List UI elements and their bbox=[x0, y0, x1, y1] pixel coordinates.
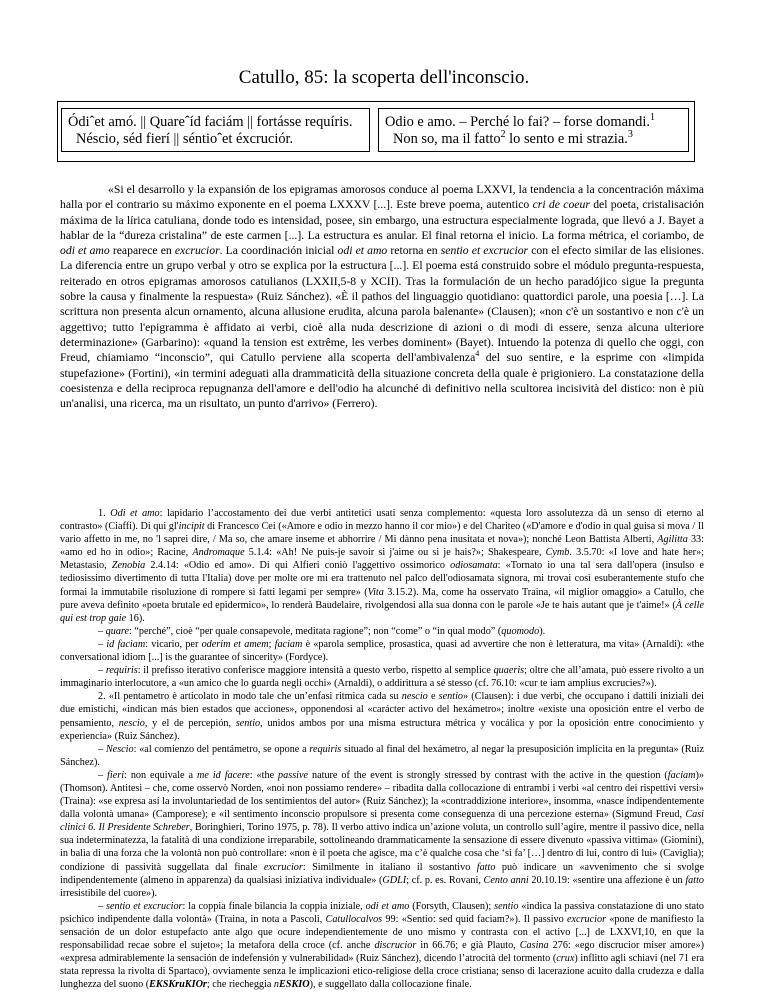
note-2: 2. «Il pentametro è articolato in modo tale che un’enfasi ritmica cada su nescio e sentio» (Clausen): i due verbi, che occupano i dattili iniziali dei due emistichi, «indican más bien estados que acciones», opponendosi al «carácter activo del hexámetro»; inoltre «existe una oposición entre el verbo de pensamiento, nescio, y el de percepión, sentio, unidos ambos por una misma estructura métrica y vocálica y por la oposición entre conocimiento y experiencia» (Ruiz Sánchez). bbox=[60, 691, 704, 742]
note-id-faciam: – id faciam: vicario, per oderim et amem; faciam è «parola semplice, prosastica, quasi ad avvertire che non è letteratura, ma vita» (Arnaldi): «the conversational idiom [...] is the guarantee of sincerity» (Fordyce). bbox=[60, 638, 705, 664]
commentary-paragraph: «Si el desarrollo y la expansión de los epigramas amorosos conduce al poema LXXVI, la tendencia a la concentración máxima halla por el contrario su máximo exponente en el poema LXXXV [...]. Este breve poema, autentico cri de coeur del poeta, cristalisación máxima de la lírica catuliana, donde todo es intensidad, posee, sin embargo, una estructura especialmente lograda, que llevó a J. Bayet a hablar de la “dureza cristalina” de este carmen [...]. La estructura es anular. El final retorna el inicio. La forma métrica, el coriambo, de odi et amo reaparece en excrucior. La coordinación inicial odi et amo retorna en sentio et excrucior con el efecto similar de las elisiones. La diferencia entre un grupo verbal y otro se explica por la estructura [...]. El poema está construido sobre el módulo pregunta-respuesta, reiterado en otros epigramas amorosos catulianos (LXXII,5-8 y XCII). Tras la formulación de un hecho paradójico sigue la pregunta sobre la causa y finalmente la respuesta» (Ruiz Sánchez). «È il pathos del linguaggio quotidiano: quattordici parole, una poesia […]. La scrittura non presenta alcun ornamento, alcuna allusione erudita, alcuna parola balenante» (Clausen); «non c'è un sostantivo e non c'è un aggettivo; tutto l'epigramma è affidato ai verbi, cioè alla nuda descrizione di azioni o di modi di essere, senza alcuna ulteriore determinazione» (Garbarino): «quand la tension est extrême, les verbes dominent» (Bayet). Intuendo la potenza di quello che oggi, con Freud, chiamiamo “inconscio”, qui Catullo perviene alla scoperta dell'ambivalenza$^4$ del suo sentire, e la esprime con «limpida stupefazione» (Fortini), «in termini adeguati alla drammaticità della situazione concreta della quale è prigioniero. La constatazione della coesistenza e della reciproca repugnanza dell'amore e dell'odio ha alcunché di definitivo nella scultorea incisività del distico: non è più un'analisi, una ricerca, ma un risultato, un punto d'arrivo» (Ferrero). bbox=[60, 183, 705, 411]
latin-text-cell bbox=[61, 108, 370, 152]
footnote-ref-2: 2 bbox=[500, 129, 506, 141]
note-1: 1. Odi et amo: lapidario l’accostamento dei due verbi antitetici usati senza complemento: «questa loro assolutezza dà un senso di eterno al contrasto» (Ciaffi). Di qui gl'incipit di Francesco Cei («Amore e odio in mezzo hanno il cor mio») e del Chariteo («D'amore e d'odio in qual guisa si mova / Il vario affetto in me, no 'l saprei dire, / Ma so, che amare inseme et abhorrire / Mi dànno pena inusitata et nova»); nonché Leon Battista Alberti, Agilitta 33: «amo ed ho in odio»; Racine, Andromaque 5.1.4: «Ah! Ne puis-je savoir si j'aime ou si je hais?»; Shakespeare, Cymb. 3.5.70: «I love and hate her»; Metastasio, Zenobia 2.4.14: «Odio ed amo». Di qui Alfieri coniò l'aggettivo ossimorico odiosamata: «Tornato io una tal sera dall'opera (insulso e tediosissimo divertimento di tutta l'Italia) dove per molte ore mi era trattenuto nel palco dell'odiosamata signora, mi trovai così esuberantemente stufo che formai la immutabile risoluzione di rompere sì fatti legami per sempre» (Vita 3.15.2). Ma, come ha osservato Traina, «il miglior omaggio» a Catullo, che pure aveva definito «poeta brutale ed epidermico», lo renderà Baudelaire, rivolgendosi alla sua donna con le parole «Je te hais autant que je t'aime!» (À celle qui est trop gaie 16). bbox=[60, 508, 705, 624]
poem-box bbox=[57, 101, 695, 162]
footnotes-section bbox=[60, 507, 704, 991]
footnote-ref-3: 3 bbox=[627, 129, 633, 141]
italian-translation-cell bbox=[378, 108, 689, 152]
latin-line-2: Néscio, séd fierí || séntioˆet éxcruciór. bbox=[76, 131, 294, 147]
note-requiris: – requiris: il prefisso iterativo conferisce maggiore intensità a questo verbo, rispetto al semplice quaeris; oltre che all’amata, può essere rivolto a un immaginario interlocutore, a «un amico che lo guarda negli occhi» (Arnaldi), o addirittura a sé stesso (cf. 76.10: «cur te iam amplius excrucies?»). bbox=[60, 665, 704, 690]
translation-line-2: Non so, ma il fatto$^2$ lo sento e mi strazia.$^3$ bbox=[393, 129, 633, 147]
latin-line-1: Ódiˆet amó. || Quareˆíd faciám || fortásse requíris. bbox=[68, 114, 353, 130]
note-quare: – quare: “perché”, cioè “per quale consapevole, meditata ragione”; non “come” o “in qual modo” (quomodo). bbox=[98, 625, 546, 637]
translation-line-1: Odio e amo. – Perché lo fai? – forse domandi.$^1$ bbox=[385, 112, 655, 130]
note-fieri: – fieri: non equivale a me id facere: «the passive nature of the event is strongly stressed by contrast with the active in the question (faciam)» (Thomson). Antitesi – che, come osservò Norden, «noi non possiamo rendere» – ribadita dalla collocazione di entrambi i verbi «al centro dei rispettivi versi» (Traina): «se expresa así la involuntariedad de los sentimientos del autor» (Ruiz Sánchez); la «contraddizione interiore», insomma, «nasce indipendentemente dalla volontà umana» (Camporese); e «il sentimento inconscio propulsore si presenta come conseguenza di una percezione esterna» (Sigmund Freud, Casi clinici 6. Il Presidente Schreber, Boringhieri, Torino 1975, p. 78). Il verbo attivo indica un’azione voluta, un controllo sull’agire, mentre il passivo dice, nella sua indeterminatezza, la fatalità di una condizione irreparabile, sottolineando drammaticamente la sensazione di essere divenuto «passiva vittima» (Giomini), in balìa di una forza che la volontà non può controllare: «non è il poeta che agisce, ma c’è qualche cosa che ‘si fa’ […] dentro di lui, contro di lui» (Caviglia); condizione di passività suggellata dal finale excrucior: Similmente in italiano il sostantivo fatto può indicare un «avvenimento che si svolge indipendentemente (almeno in apparenza) da qualsiasi iniziativa individuale» (GDLI; cf. p. es. Rovani, Cento anni 20.10.19: «sentire una affezione è un fatto irresistibile del cuore»). bbox=[60, 769, 704, 899]
note-nescio: – Nescio: «al comienzo del pentámetro, se opone a requiris situado al final del hexámetro, al negar la presuposición implícita en la pregunta» (Ruiz Sánchez). bbox=[60, 743, 704, 768]
footnote-ref-4: 4 bbox=[475, 349, 480, 359]
page-title: Catullo, 85: la scoperta dell'inconscio. bbox=[238, 67, 530, 88]
footnote-ref-1: 1 bbox=[649, 112, 655, 124]
note-sentio-et-excrucior: – sentio et excrucior: la coppia finale bilancia la coppia iniziale, odi et amo (Forsyth, Clausen); sentio «indica la passiva constatazione di uno stato psichico indipendente dalla volontà» (Traina, in nota a Pascoli, Catullocalvos 99: «Sentio: sed quid faciam?»). Il passivo excrucior «pone de manifiesto la sensación de un dolor estupefacto ante algo que ocure independientemente de uno mismo y contrasta con el activo [...] de LXXVI,10, en que la responsabilidad recae sobre el sujeto»; la metafora della croce (cf. anche discrucior in 66.76; e già Plauto, Casina 276: «ego discrucior miser amore») «expresa admirablemente la sensación de indefensión y vulnerabilidad» (Ruiz Sánchez), dicendo l’atrocità del tormento (crux) inflitto agli schiavi (nel 71 era stata repressa la rivolta di Spartaco), ovviamente senza le implicazioni etico-religiose della croce cristiana; senso di lacerazione acuito dalla crudezza e dalla lunghezza del suono (EKSKruKIOr; che riecheggia nESKIO), e suggellato dalla collocazione finale. bbox=[60, 900, 704, 991]
